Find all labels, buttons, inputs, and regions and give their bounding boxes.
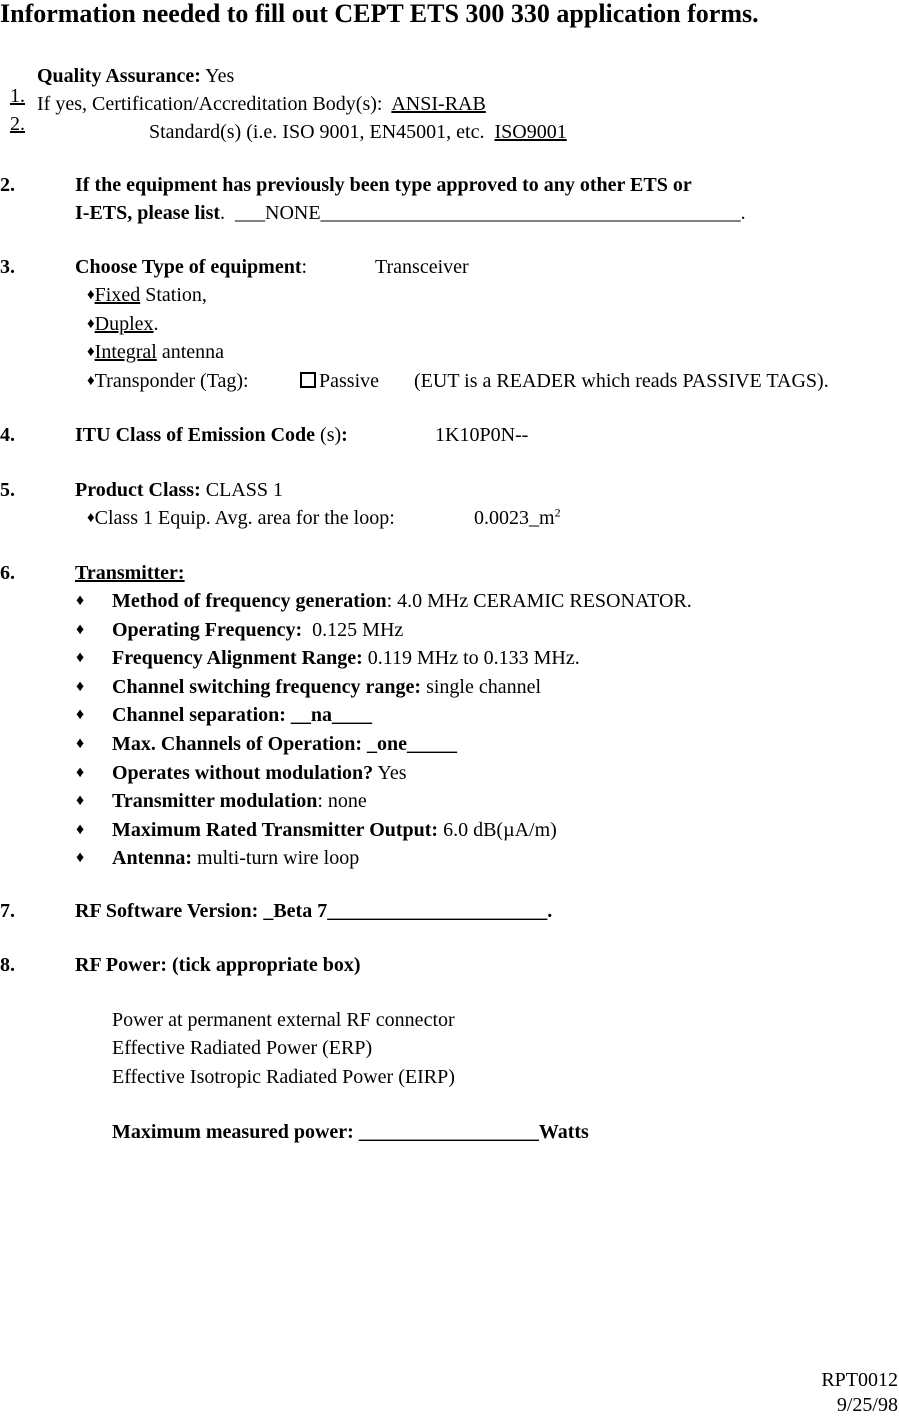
transmitter-item-value: Yes — [373, 762, 407, 784]
diamond-bullet-icon: ♦ — [76, 678, 85, 695]
diamond-bullet-icon: ♦ — [87, 316, 95, 332]
prior-approval-line1 — [75, 175, 692, 195]
transmitter-item-value: 6.0 dB(µA/m) — [438, 819, 557, 841]
standard-row — [149, 122, 567, 142]
product-class-value: CLASS 1 — [200, 479, 283, 501]
transmitter-item-label: Transmitter modulation — [112, 790, 318, 812]
section-number — [0, 901, 15, 921]
prior-approval-value: . ___NONE__________________________________________. — [220, 202, 746, 224]
diamond-bullet-icon: ♦ — [76, 592, 85, 609]
section-number — [0, 955, 15, 975]
certification-body-label: If yes, Certification/Accreditation Body(s): — [37, 93, 392, 115]
max-measured-power — [112, 1122, 589, 1142]
emission-code-suffix: (s) — [315, 424, 342, 446]
certification-body-value: ANSI-RAB — [391, 93, 486, 115]
transmitter-item-value: single channel — [421, 676, 542, 698]
diamond-bullet-icon: ♦ — [76, 706, 85, 723]
section-6-number: 6. — [0, 562, 15, 584]
transmitter-item — [112, 677, 541, 697]
product-class-label: Product Class: — [75, 479, 201, 501]
equipment-type-row — [75, 257, 307, 277]
transmitter-item-label: Maximum Rated Transmitter Output: — [112, 819, 439, 841]
transmitter-heading — [75, 563, 185, 583]
loop-area-number: 0.0023_m — [474, 507, 555, 529]
page-title: Information needed to fill out CEPT ETS 300 330 application forms. — [0, 0, 759, 28]
diamond-bullet-icon: ♦ — [76, 849, 85, 866]
loop-area-row — [87, 508, 395, 528]
loop-area-exponent: 2 — [554, 505, 561, 520]
equipment-type-label: Choose Type of equipment — [75, 256, 302, 278]
transmitter-item — [112, 591, 692, 611]
transmitter-item-value: 0.125 MHz — [302, 619, 404, 641]
checkbox-icon[interactable] — [300, 372, 316, 388]
diamond-bullet-icon: ♦ — [76, 764, 85, 781]
transmitter-item-label: Max. Channels of Operation: _one_____ — [112, 733, 457, 755]
section-2-number: 2. — [0, 174, 15, 196]
eut-note: (EUT is a READER which reads PASSIVE TAGS). — [414, 370, 829, 392]
section-number — [0, 480, 15, 500]
transmitter-item-label: Channel switching frequency range: — [112, 676, 422, 698]
diamond-bullet-icon: ♦ — [87, 510, 95, 526]
section-7-number: 7. — [0, 900, 15, 922]
transmitter-item-value: multi-turn wire loop — [192, 847, 360, 869]
passive-option — [300, 371, 379, 391]
section-number — [0, 563, 15, 583]
option-rest: antenna — [156, 341, 225, 363]
footer-ref: RPT0012 — [821, 1369, 898, 1391]
colon: : — [301, 256, 308, 278]
transmitter-item-label: Method of frequency generation — [112, 590, 387, 612]
diamond-bullet-icon: ♦ — [76, 621, 85, 638]
emission-code-label: ITU Class of Emission Code — [75, 424, 316, 446]
diamond-bullet-icon: ♦ — [87, 344, 95, 360]
option-keyword: Fixed — [94, 284, 141, 306]
rf-power-heading — [75, 955, 361, 975]
transmitter-item-label: Operates without modulation? — [112, 762, 374, 784]
transmitter-item — [112, 705, 372, 725]
transmitter-item-value: 0.119 MHz to 0.133 MHz. — [362, 647, 580, 669]
footer-date: 9/25/98 — [836, 1394, 898, 1416]
product-class-row — [75, 480, 283, 500]
diamond-bullet-icon: ♦ — [87, 373, 95, 389]
quality-assurance-label: Quality Assurance: — [37, 65, 201, 87]
section-4-number: 4. — [0, 424, 15, 446]
option-rest: Station, — [140, 284, 207, 306]
section-3-number: 3. — [0, 256, 15, 278]
prior-approval-label: I-ETS, please list — [75, 202, 221, 224]
rf-power-label: RF Power: (tick appropriate box) — [75, 954, 361, 976]
equipment-type-value: Transceiver — [375, 256, 469, 278]
item-number: 2. — [10, 113, 25, 135]
standard-value: ISO9001 — [494, 121, 567, 143]
transmitter-item-label: Channel separation: __na____ — [112, 704, 373, 726]
loop-area-value — [474, 505, 561, 529]
transmitter-item-value: : 4.0 MHz CERAMIC RESONATOR. — [386, 590, 692, 612]
transmitter-item-value: : none — [317, 790, 367, 812]
quality-assurance-text — [37, 66, 234, 86]
section-5-number: 5. — [0, 479, 15, 501]
transponder-label: Transponder (Tag): — [94, 370, 249, 392]
diamond-bullet-icon: ♦ — [76, 735, 85, 752]
section-8-number: 8. — [0, 954, 15, 976]
rf-power-option-eirp[interactable]: Effective Isotropic Radiated Power (EIRP) — [112, 1066, 455, 1088]
transmitter-item-label: Operating Frequency: — [112, 619, 303, 641]
rf-software-version-text: RF Software Version: _Beta 7______________________. — [75, 900, 553, 922]
standard-label: Standard(s) (i.e. ISO 9001, EN45001, etc. — [149, 121, 495, 143]
passive-label: Passive — [319, 370, 379, 392]
prior-approval-question: If the equipment has previously been type approved to any other ETS or — [75, 174, 692, 196]
transmitter-item-label: Frequency Alignment Range: — [112, 647, 363, 669]
option-keyword: Integral — [94, 341, 157, 363]
equipment-option-transponder — [87, 371, 249, 391]
option-keyword: Duplex — [94, 313, 154, 335]
transmitter-item — [112, 848, 359, 868]
equipment-option-fixed — [87, 285, 207, 305]
emission-code-value: 1K10P0N-- — [435, 424, 529, 446]
certification-body-row — [0, 94, 25, 134]
quality-assurance-value: Yes — [200, 65, 235, 87]
transmitter-item — [112, 791, 367, 811]
diamond-bullet-icon: ♦ — [76, 649, 85, 666]
transmitter-item — [112, 648, 580, 668]
transmitter-item — [112, 734, 457, 754]
rf-power-option-connector[interactable]: Power at permanent external RF connector — [112, 1009, 455, 1031]
item-number: 1. — [10, 85, 25, 107]
max-measured-power-text: Maximum measured power: __________________Watts — [112, 1121, 589, 1143]
rf-software-version — [75, 901, 552, 921]
prior-approval-line2 — [75, 203, 746, 223]
option-rest: . — [153, 313, 159, 335]
colon: : — [341, 424, 348, 446]
diamond-bullet-icon: ♦ — [76, 792, 85, 809]
transmitter-item — [112, 620, 403, 640]
section-number — [0, 425, 15, 445]
rf-power-option-erp[interactable]: Effective Radiated Power (ERP) — [112, 1037, 373, 1059]
transmitter-label: Transmitter: — [75, 562, 185, 584]
loop-area-label: Class 1 Equip. Avg. area for the loop: — [94, 507, 395, 529]
transmitter-item-label: Antenna: — [112, 847, 193, 869]
transmitter-item — [112, 763, 406, 783]
section-number — [0, 257, 15, 277]
transmitter-item — [112, 820, 557, 840]
section-number — [0, 175, 15, 195]
emission-code-row — [75, 425, 348, 445]
certification-body-text — [37, 94, 486, 114]
diamond-bullet-icon: ♦ — [87, 287, 95, 303]
equipment-option-integral — [87, 342, 224, 362]
equipment-option-duplex — [87, 314, 159, 334]
diamond-bullet-icon: ♦ — [76, 821, 85, 838]
